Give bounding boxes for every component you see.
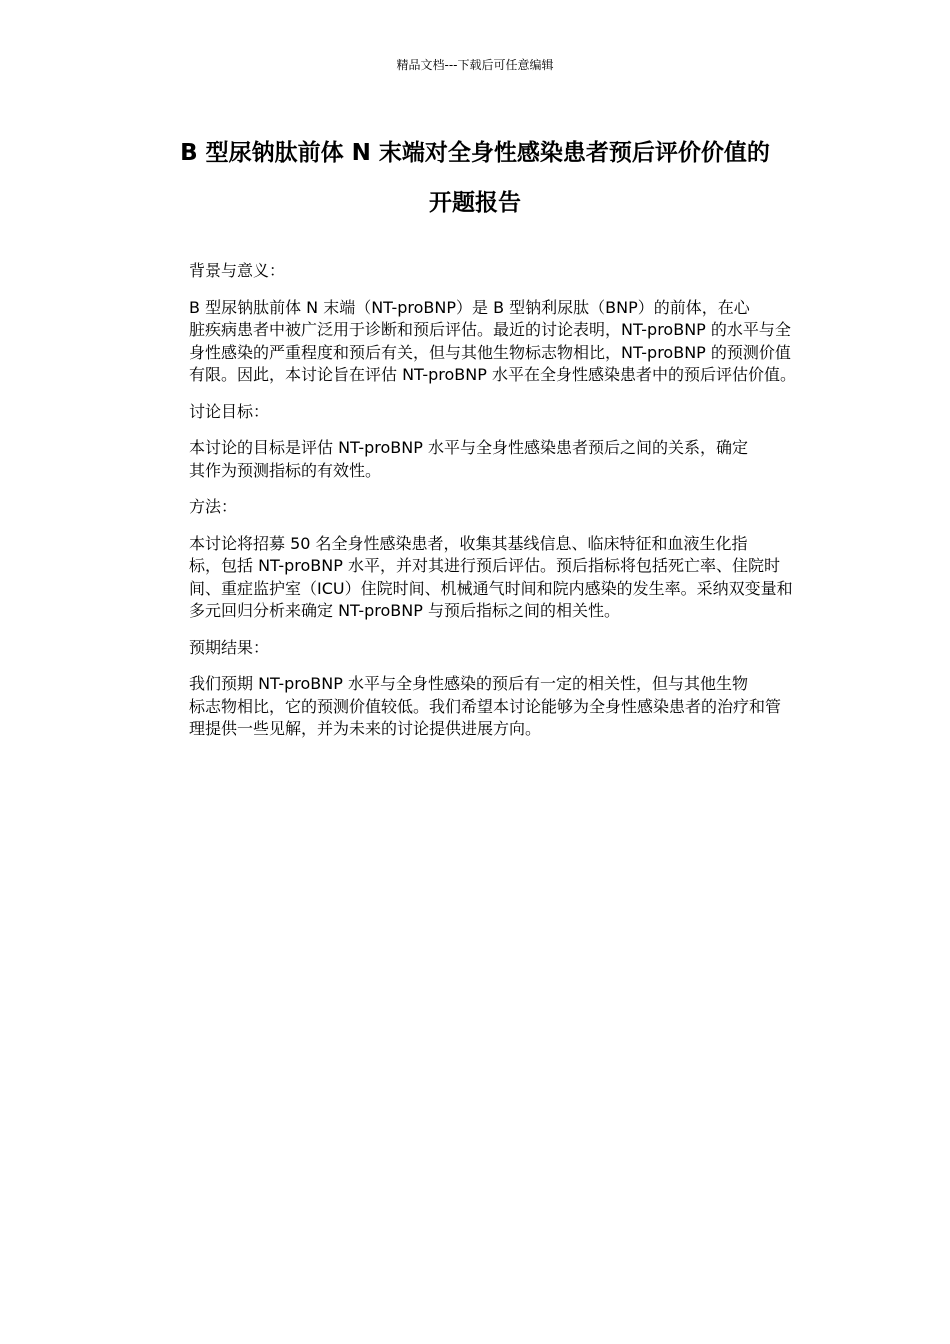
paragraph-methods: [143, 533, 807, 623]
section-heading-expected-results: 预期结果：: [189, 637, 270, 657]
paragraph-line: 身性感染的严重程度和预后有关，但与其他生物标志物相比，NT-proBNP 的预测价值: [189, 342, 791, 362]
paragraph-line: B 型尿钠肽前体 N 末端（NT-proBNP）是 B 型钠利尿肽（BNP）的前体，在心: [189, 297, 750, 317]
paragraph-line: 间、重症监护室（ICU）住院时间、机械通气时间和院内感染的发生率。采纳双变量和: [189, 578, 793, 598]
paragraph-line: 标志物相比，它的预测价值较低。我们希望本讨论能够为全身性感染患者的治疗和管: [189, 696, 782, 716]
paragraph-background: [143, 297, 807, 387]
paragraph-line: 脏疾病患者中被广泛用于诊断和预后评估。最近的讨论表明，NT-proBNP 的水平与全: [189, 320, 791, 339]
paragraph-objective: [143, 437, 807, 482]
paragraph-line: 本讨论将招募 50 名全身性感染患者，收集其基线信息、临床特征和血液生化指: [189, 533, 748, 553]
section-expected-results: [143, 637, 807, 741]
section-heading-background: 背景与意义：: [189, 261, 286, 280]
paragraph-line: 理提供一些见解，并为未来的讨论提供进展方向。: [189, 719, 542, 738]
paragraph-line: 其作为预测指标的有效性。: [189, 460, 382, 480]
document-body: [143, 260, 807, 755]
title-line-1: B 型尿钠肽前体 N 末端对全身性感染患者预后评价价值的: [180, 140, 770, 166]
paragraph-line: 多元回归分析来确定 NT-proBNP 与预后指标之间的相关性。: [189, 601, 620, 620]
page-header: 精品文档---下载后可任意编辑: [396, 58, 554, 72]
paragraph-line: 有限。因此，本讨论旨在评估 NT-proBNP 水平在全身性感染患者中的预后评估价值。: [189, 365, 796, 384]
document-title: [143, 132, 807, 224]
paragraph-line: 标，包括 NT-proBNP 水平，并对其进行预后评估。预后指标将包括死亡率、住院时: [189, 556, 780, 575]
paragraph-expected-results: [143, 673, 807, 741]
section-methods: [143, 496, 807, 623]
paragraph-line: 本讨论的目标是评估 NT-proBNP 水平与全身性感染患者预后之间的关系，确定: [189, 438, 748, 457]
section-heading-methods: 方法：: [189, 497, 238, 516]
section-background: [143, 260, 807, 387]
section-objective: [143, 401, 807, 483]
title-line-2: 开题报告: [429, 190, 521, 216]
section-heading-objective: 讨论目标：: [189, 401, 270, 421]
paragraph-line: 我们预期 NT-proBNP 水平与全身性感染的预后有一定的相关性，但与其他生物: [189, 674, 748, 693]
